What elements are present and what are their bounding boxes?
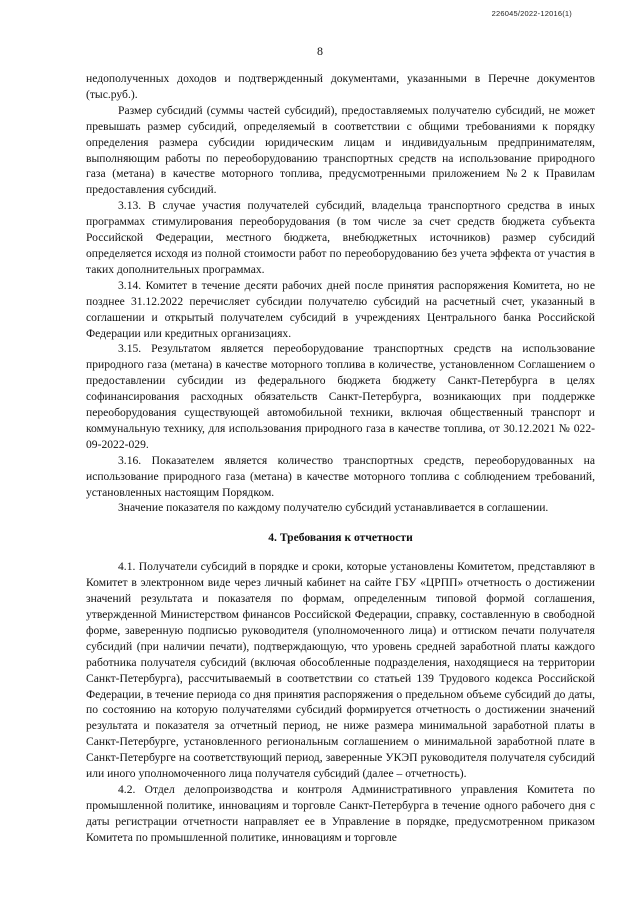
section-heading: 4. Требования к отчетности [268, 531, 413, 545]
paragraph: недополученных доходов и подтвержденный документами, указанными в Перечне документов (тыс.руб.). [86, 72, 595, 101]
paragraph-3-13: 3.13. В случае участия получателей субсидий, владельца транспортного средства в иных программах стимулирования переоборудования (в том числе за счет средств бюджета субъекта Российской Федерации, местного бюджета, внебюджетных источников) размер субсидий определяется исходя из полной стоимости работ по переоборудованию без учета эффекта от участия в таких дополнительных программах. [86, 199, 595, 276]
paragraph-3-14: 3.14. Комитет в течение десяти рабочих дней после принятия распоряжения Комитета, но не позднее 31.12.2022 перечисляет субсидии получателю субсидий на расчетный счет, указанный в соглашении и открытый получателем субсидий в учреждениях Центрального банка Российской Федерации или кредитных организациях. [86, 278, 595, 340]
paragraph: Значение показателя по каждому получателю субсидий устанавливается в соглашении. [118, 501, 549, 515]
page-number: 8 [317, 44, 323, 58]
document-body [86, 71, 595, 846]
paragraph-3-16: 3.16. Показателем является количество транспортных средств, переоборудованных на использование природного газа (метана) в качестве моторного топлива с соблюдением требований, установленных настоящим Порядком. [86, 453, 595, 499]
paragraph-4-1: 4.1. Получатели субсидий в порядке и сроки, которые установлены Комитетом, представляют в Комитет в электронном виде через личный кабинет на сайте ГБУ «ЦРПП» отчетность о достижении значений результата и показателя по формам, определенным типовой формой соглашения, утвержденной Министерством финансов Российской Федерации, справку, составленную в свободной форме, заверенную подписью руководителя (уполномоченного лица) и оттиском печати получателя субсидий (при наличии печати), подтверждающую, что уровень средней заработной платы каждого работника получателя субсидий (включая обособленные подразделения, находящиеся на территории Санкт-Петербурга), рассчитываемый в соответствии со статьей 139 Трудового кодекса Российской Федерации, в течение периода со дня принятия распоряжения о предельном объеме субсидий до даты, по состоянию на которую получателями субсидий формируется отчетность о достижении значений результата и показателя за отчетный период, не ниже размера минимальной заработной платы в Санкт-Петербурге, установленного региональным соглашением о минимальной заработной плате в Санкт-Петербурге на соответствующий период, заверенные УКЭП руководителя получателя субсидий или иного уполномоченного лица получателя субсидий (далее – отчетность). [86, 560, 595, 781]
paragraph-3-15: 3.15. Результатом является переоборудование транспортных средств на использование природного газа (метана) в качестве моторного топлива в количестве, установленном Соглашением о предоставлении субсидии из федерального бюджета бюджету Санкт-Петербурга в целях софинансирования расходных обязательств Санкт-Петербурга, возникающих при поддержке переоборудования существующей автомобильной техники, включая общественный транспорт и коммунальную технику, для использования природного газа в качестве топлива, от 30.12.2021 № 022-09-2022-029. [86, 342, 595, 451]
paragraph: Размер субсидий (суммы частей субсидий), предоставляемых получателю субсидий, не может превышать размер субсидий, определяемый в соответствии с общими требованиями к порядку определения размера субсидии юридическим лицам и индивидуальным предпринимателям, выполняющим работы по переоборудованию транспортных средств на использование природного газа (метана) в качестве моторного топлива, предусмотренными приложением №2 к Правилам предоставления субсидий. [86, 103, 595, 197]
document-id: 226045/2022-12016(1) [491, 9, 572, 18]
paragraph-4-2: 4.2. Отдел делопроизводства и контроля Административного управления Комитета по промышленной политике, инновациям и торговле Санкт-Петербурга в течение одного рабочего дня с даты регистрации отчетности направляет ее в Управление в порядке, предусмотренном приказом Комитета по промышленной политике, инновациям и торговле [86, 782, 595, 844]
